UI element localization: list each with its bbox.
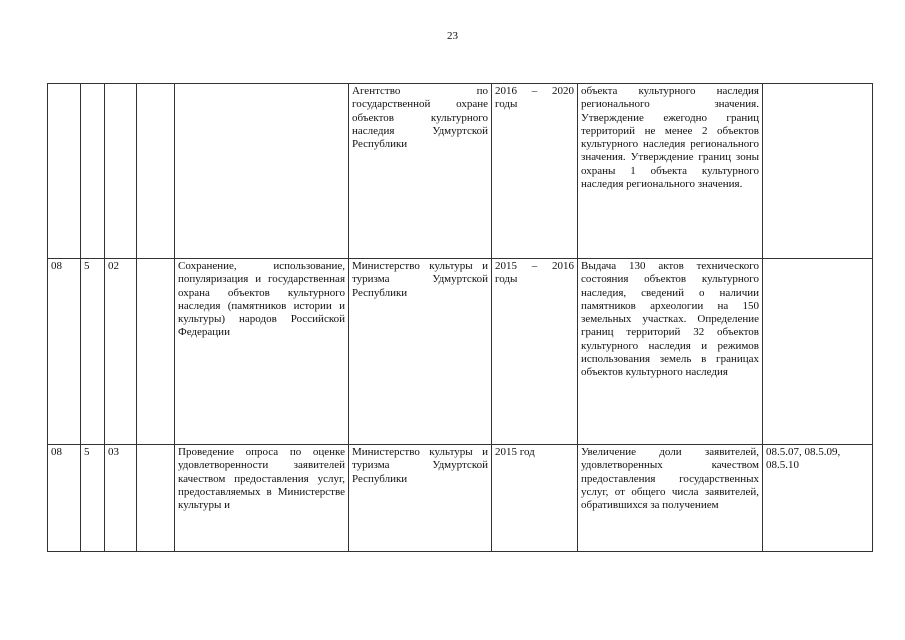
cell-m — [137, 84, 175, 259]
cell-indicators — [763, 84, 873, 259]
cell-period: 2016 – 2020 годы — [492, 84, 578, 259]
cell-om: 03 — [105, 445, 137, 552]
program-table — [47, 83, 873, 552]
table-row — [48, 259, 873, 445]
table-row — [48, 84, 873, 259]
cell-result: Выдача 130 актов технического состояния объектов культурного наследия, сведений о наличии памятников археологии на 150 земельных участках. Определение границ территорий 32 объектов культурного наследия и режимов использования земель в границах объектов культурного наследия — [578, 259, 763, 445]
cell-name: Сохранение, использование, популяризация и государственная охрана объектов культурного наследия (памятников истории и культуры) народов Российской Федерации — [175, 259, 349, 445]
cell-pp — [81, 84, 105, 259]
cell-name: Проведение опроса по оценке удовлетворенности заявителей качеством предоставления услуг, предоставляемых в Министерстве культуры и — [175, 445, 349, 552]
cell-period: 2015 год — [492, 445, 578, 552]
cell-gp: 08 — [48, 445, 81, 552]
cell-pp: 5 — [81, 259, 105, 445]
cell-indicators — [763, 259, 873, 445]
cell-result: Увеличение доли заявителей, удовлетворенных качеством предоставления государственных услуг, от общего числа заявителей, обратившихся за получением — [578, 445, 763, 552]
cell-m — [137, 259, 175, 445]
cell-period: 2015 – 2016 годы — [492, 259, 578, 445]
page-number: 23 — [447, 30, 458, 42]
cell-name — [175, 84, 349, 259]
cell-m — [137, 445, 175, 552]
cell-responsible: Министерство культуры и туризма Удмуртской Республики — [349, 445, 492, 552]
cell-om — [105, 84, 137, 259]
cell-result: объекта культурного наследия регионального значения. Утверждение ежегодно границ территорий не менее 2 объектов культурного наследия регионального значения. Утверждение границ зоны охраны 1 объекта культурного наследия регионального значения. — [578, 84, 763, 259]
cell-pp: 5 — [81, 445, 105, 552]
cell-indicators: 08.5.07, 08.5.09, 08.5.10 — [763, 445, 873, 552]
cell-gp: 08 — [48, 259, 81, 445]
cell-responsible: Министерство культуры и туризма Удмуртской Республики — [349, 259, 492, 445]
table-row — [48, 445, 873, 552]
cell-responsible: Агентство по государственной охране объектов культурного наследия Удмуртской Республики — [349, 84, 492, 259]
cell-gp — [48, 84, 81, 259]
cell-om: 02 — [105, 259, 137, 445]
